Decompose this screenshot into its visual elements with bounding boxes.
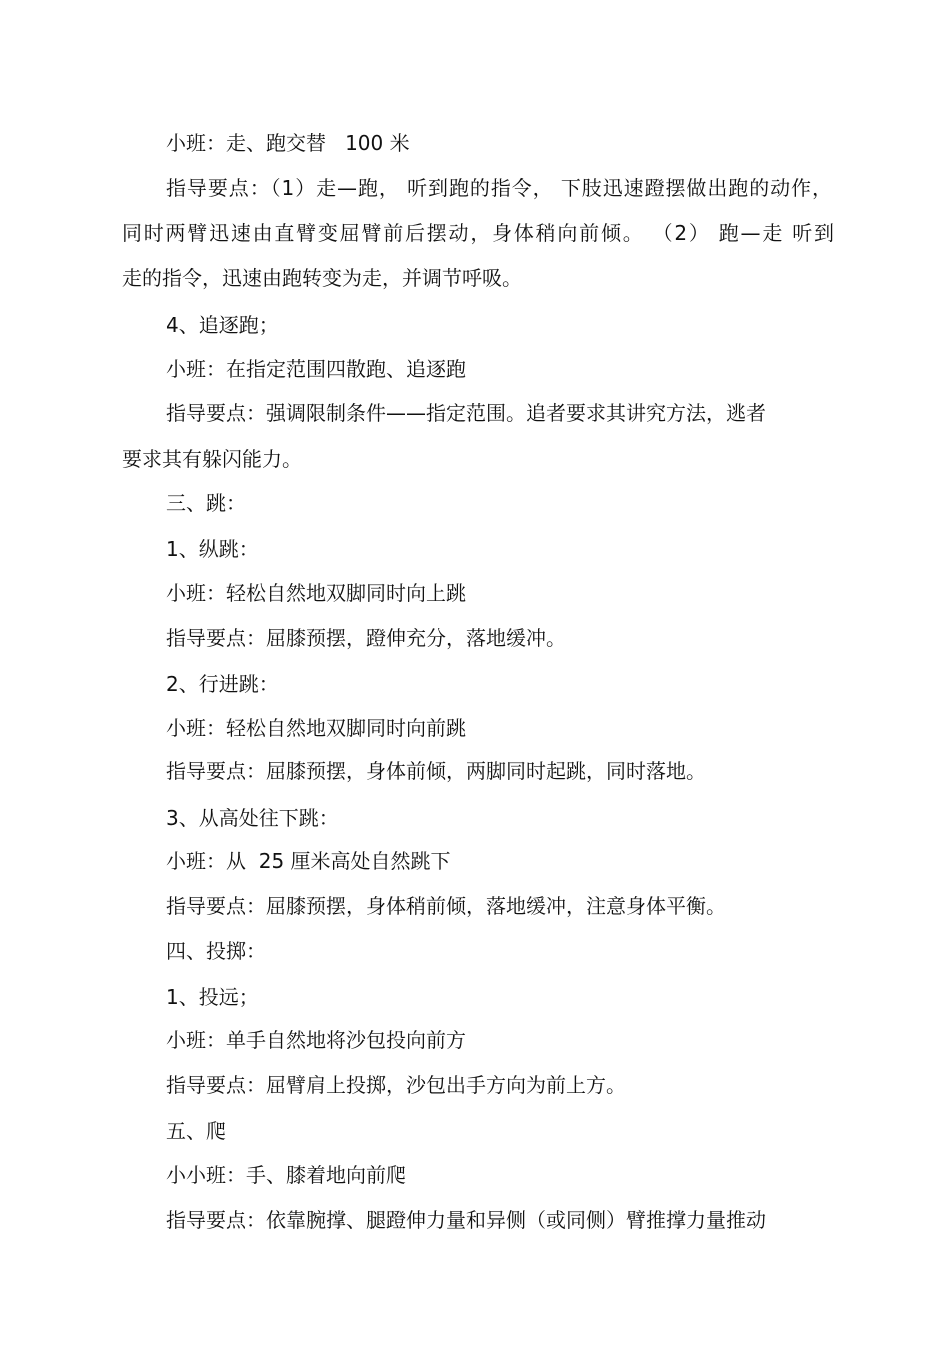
text-line: 指导要点：强调限制条件——指定范围。追者要求其讲究方法，逃者 (166, 401, 766, 425)
text-line: 指导要点：（1）走—跑， 听到跑的指令， 下肢迅速蹬摆做出跑的动作， (166, 176, 832, 200)
text-line: 小班：从 25 厘米高处自然跳下 (166, 849, 451, 873)
section-heading: 1、纵跳： (166, 537, 259, 561)
section-heading: 3、从高处往下跳： (166, 806, 339, 830)
text-line: 指导要点：依靠腕撑、腿蹬伸力量和异侧（或同侧）臂推撑力量推动 (166, 1208, 766, 1232)
text-line: 小班：轻松自然地双脚同时向上跳 (166, 581, 466, 605)
text-line: 指导要点：屈膝预摆，蹬伸充分，落地缓冲。 (166, 626, 566, 650)
text-line: 小班：在指定范围四散跑、追逐跑 (166, 357, 466, 381)
section-heading: 1、投远； (166, 985, 259, 1009)
text-line: 指导要点：屈膝预摆，身体稍前倾，落地缓冲，注意身体平衡。 (166, 894, 726, 918)
text-line: 小班：走、跑交替 100 米 (166, 131, 410, 155)
text-line: 指导要点：屈臂肩上投掷，沙包出手方向为前上方。 (166, 1073, 626, 1097)
text-line: 小小班：手、膝着地向前爬 (166, 1163, 406, 1187)
text-line: 走的指令，迅速由跑转变为走，并调节呼吸。 (122, 266, 522, 290)
text-line: 要求其有躲闪能力。 (122, 447, 302, 471)
section-heading: 四、投掷： (166, 939, 266, 963)
section-heading: 4、追逐跑； (166, 313, 279, 337)
section-heading: 2、行进跳： (166, 672, 279, 696)
text-line: 同时两臂迅速由直臂变屈臂前后摆动，身体稍向前倾。 （2） 跑—走 听到 (122, 221, 834, 245)
text-line: 小班：轻松自然地双脚同时向前跳 (166, 716, 466, 740)
section-heading: 三、跳： (166, 491, 246, 515)
text-line: 小班：单手自然地将沙包投向前方 (166, 1028, 466, 1052)
section-heading: 五、爬 (166, 1119, 226, 1143)
text-line: 指导要点：屈膝预摆，身体前倾，两脚同时起跳，同时落地。 (166, 759, 706, 783)
